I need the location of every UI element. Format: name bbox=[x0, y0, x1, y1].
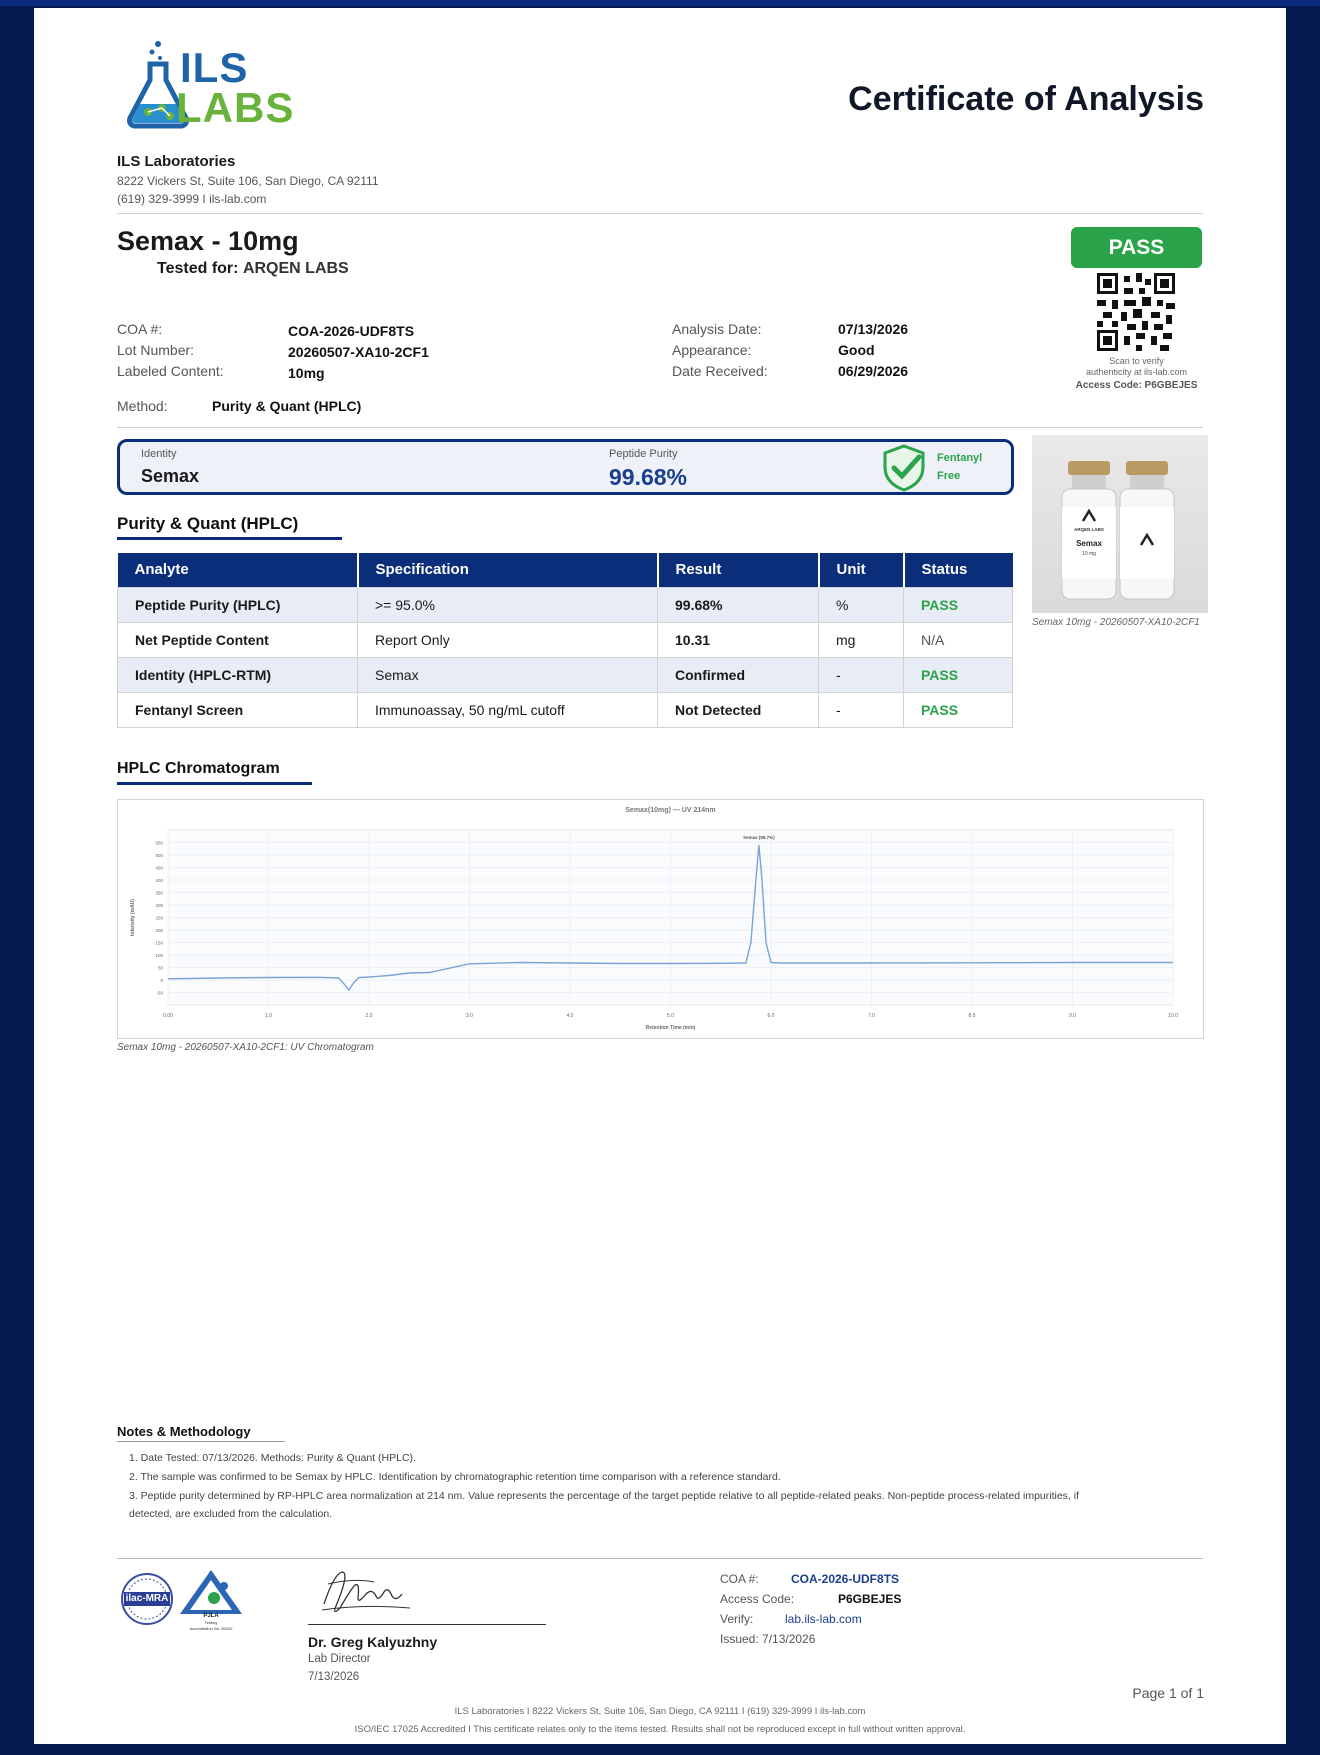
cell-result: 10.31 bbox=[658, 622, 819, 657]
lab-logo bbox=[114, 38, 314, 138]
scan-text-1: Scan to verify bbox=[1109, 356, 1164, 366]
y-tick-label: 400 bbox=[155, 878, 163, 883]
identity-label: Identity bbox=[141, 448, 177, 460]
footer-disclaimer: ISO/IEC 17025 Accredited I This certificate relates only to the items tested. Results shall not be reproduced except in full without written approval. bbox=[354, 1724, 966, 1735]
top-bar bbox=[0, 0, 1320, 6]
labeled-content-label: Labeled Content: bbox=[117, 363, 224, 379]
lot-value: 20260507-XA10-2CF1 bbox=[288, 344, 429, 360]
x-tick-label: 1.0 bbox=[265, 1013, 272, 1019]
y-tick-label: 200 bbox=[155, 928, 163, 933]
pjla-text: PJLA bbox=[203, 1613, 219, 1619]
notes-title: Notes & Methodology bbox=[117, 1424, 251, 1439]
y-axis-label: Intensity (mAU) bbox=[130, 899, 136, 936]
cell-specification: Semax bbox=[358, 657, 658, 692]
x-tick-label: 5.0 bbox=[667, 1013, 674, 1019]
pjla-number: Accreditation No. 99420 bbox=[189, 1626, 233, 1631]
signer-date: 7/13/2026 bbox=[308, 1671, 360, 1683]
cell-analyte: Identity (HPLC-RTM) bbox=[118, 657, 358, 692]
footer-coa-label: COA #: bbox=[720, 1572, 759, 1586]
y-tick-label: 150 bbox=[155, 940, 163, 946]
cell-result: Not Detected bbox=[658, 692, 819, 727]
product-image-caption: Semax 10mg - 20260507-XA10-2CF1 bbox=[1032, 617, 1200, 628]
x-tick-label: 10.0 bbox=[1168, 1013, 1178, 1019]
ilac-text: ilac-MRA bbox=[125, 1593, 169, 1604]
page-number: Page 1 of 1 bbox=[1132, 1685, 1204, 1701]
cell-specification: Report Only bbox=[358, 622, 658, 657]
pjla-logo bbox=[178, 1568, 244, 1632]
date-received-value: 06/29/2026 bbox=[838, 363, 909, 379]
header-unit: Unit bbox=[819, 553, 904, 587]
cell-unit: - bbox=[819, 657, 904, 692]
purity-label: Peptide Purity bbox=[609, 448, 678, 460]
footer-coa-value: COA-2026-UDF8TS bbox=[791, 1572, 900, 1586]
table-header bbox=[118, 553, 1013, 587]
footer-address: ILS Laboratories I 8222 Vickers St, Suite 106, San Diego, CA 92111 I (619) 329-3999 I ils-lab.com bbox=[454, 1706, 866, 1717]
y-tick-label: 350 bbox=[155, 890, 163, 896]
tested-for bbox=[157, 260, 349, 278]
analysis-date-value: 07/13/2026 bbox=[838, 321, 909, 337]
y-tick-label: 250 bbox=[155, 915, 163, 921]
method-label: Method: bbox=[117, 398, 168, 414]
footer-verify-label: Verify: bbox=[720, 1612, 754, 1626]
cell-result: 99.68% bbox=[658, 587, 819, 622]
chromatogram-chart bbox=[117, 799, 1204, 1039]
date-received-label: Date Received: bbox=[672, 363, 768, 379]
product-image bbox=[1032, 435, 1208, 613]
divider bbox=[117, 427, 1203, 428]
divider bbox=[117, 213, 1203, 214]
logo-text-bottom: LABS bbox=[176, 84, 295, 131]
cell-status: PASS bbox=[904, 692, 1013, 727]
pass-badge: PASS bbox=[1071, 227, 1202, 268]
cell-status: N/A bbox=[904, 622, 1013, 657]
coa-label: COA #: bbox=[117, 321, 163, 337]
vial-product: Semax bbox=[1076, 539, 1102, 548]
y-tick-label: 550 bbox=[155, 840, 163, 846]
certificate-page bbox=[34, 8, 1286, 1744]
cell-unit: - bbox=[819, 692, 904, 727]
product-name: Semax - 10mg bbox=[117, 226, 299, 256]
cell-unit: % bbox=[819, 587, 904, 622]
notes-underline bbox=[117, 1441, 285, 1442]
access-code: Access Code: P6GBEJES bbox=[1075, 380, 1198, 391]
x-tick-label: 7.0 bbox=[868, 1013, 875, 1019]
x-tick-label: 4.0 bbox=[566, 1013, 574, 1019]
cell-analyte: Fentanyl Screen bbox=[118, 692, 358, 727]
x-tick-label: 9.0 bbox=[1069, 1013, 1076, 1019]
results-section-title: Purity & Quant (HPLC) bbox=[117, 514, 299, 533]
x-tick-label: 6.0 bbox=[767, 1013, 775, 1019]
purity-value: 99.68% bbox=[609, 464, 688, 490]
header-result: Result bbox=[658, 553, 819, 587]
tested-for-client: ARQEN LABS bbox=[242, 260, 349, 277]
notes-item: detected, are excluded from the calculation. bbox=[129, 1508, 333, 1520]
identity-value: Semax bbox=[141, 466, 200, 486]
cell-unit: mg bbox=[819, 622, 904, 657]
summary-box bbox=[117, 439, 1014, 495]
vial-dose: 10 mg bbox=[1082, 551, 1096, 557]
cell-result: Confirmed bbox=[658, 657, 819, 692]
appearance-value: Good bbox=[838, 342, 875, 358]
shield-check-icon bbox=[881, 443, 927, 493]
table-row bbox=[118, 587, 1013, 622]
x-axis-label: Retention Time (min) bbox=[645, 1025, 696, 1031]
cell-status: PASS bbox=[904, 587, 1013, 622]
vial-brand: ARQEN LABS bbox=[1074, 527, 1104, 532]
y-tick-label: 50 bbox=[157, 965, 163, 971]
y-tick-label: 500 bbox=[155, 853, 163, 858]
ilac-mra-logo bbox=[120, 1572, 174, 1626]
pjla-sub: Testing bbox=[204, 1620, 218, 1625]
y-tick-label: 300 bbox=[155, 903, 163, 908]
lab-contact: (619) 329-3999 I ils-lab.com bbox=[117, 192, 267, 206]
header-status: Status bbox=[904, 553, 1013, 587]
table-row bbox=[118, 657, 1013, 692]
y-tick-label: 100 bbox=[155, 953, 163, 958]
header-analyte: Analyte bbox=[118, 553, 358, 587]
logo-text-top: ILS bbox=[180, 44, 249, 91]
signer-name: Dr. Greg Kalyuzhny bbox=[308, 1634, 438, 1650]
table-row bbox=[118, 692, 1013, 727]
footer-issued: Issued: 7/13/2026 bbox=[720, 1632, 816, 1646]
peak-label: Semax (99.7%) bbox=[743, 835, 775, 840]
cell-specification: Immunoassay, 50 ng/mL cutoff bbox=[358, 692, 658, 727]
document-title: Certificate of Analysis bbox=[848, 80, 1204, 118]
divider bbox=[117, 1558, 1203, 1559]
x-tick-label: 8.0 bbox=[968, 1013, 976, 1019]
section-underline bbox=[117, 782, 312, 785]
coa-value: COA-2026-UDF8TS bbox=[288, 323, 415, 339]
chromatogram-svg bbox=[118, 800, 1203, 1038]
chromatogram-caption: Semax 10mg - 20260507-XA10-2CF1: UV Chromatogram bbox=[117, 1042, 374, 1053]
lab-name: ILS Laboratories bbox=[117, 153, 236, 170]
table-row bbox=[118, 622, 1013, 657]
appearance-label: Appearance: bbox=[672, 342, 752, 358]
labeled-content-value: 10mg bbox=[288, 365, 325, 381]
cell-analyte: Net Peptide Content bbox=[118, 622, 358, 657]
y-tick-label: 450 bbox=[155, 865, 163, 871]
signer-role: Lab Director bbox=[308, 1653, 371, 1665]
vial-right bbox=[1120, 461, 1174, 599]
notes-item: 2. The sample was confirmed to be Semax by HPLC. Identification by chromatographic retention time comparison with a reference standard. bbox=[129, 1471, 781, 1483]
y-tick-label: -50 bbox=[156, 990, 163, 996]
chart-title: Semax(10mg) — UV 214nm bbox=[625, 807, 716, 814]
cell-status: PASS bbox=[904, 657, 1013, 692]
x-tick-label: 0.00 bbox=[163, 1013, 173, 1019]
results-table bbox=[117, 553, 1013, 728]
section-underline bbox=[117, 537, 342, 540]
lot-label: Lot Number: bbox=[117, 342, 195, 358]
scan-text-2: authenticity at ils-lab.com bbox=[1085, 367, 1188, 377]
analysis-date-label: Analysis Date: bbox=[672, 321, 762, 337]
lab-address: 8222 Vickers St, Suite 106, San Diego, CA 92111 bbox=[117, 174, 379, 188]
chromatogram-section-title: HPLC Chromatogram bbox=[117, 760, 280, 777]
qr-code-icon[interactable] bbox=[1097, 273, 1175, 351]
x-tick-label: 3.0 bbox=[466, 1013, 473, 1019]
header-specification: Specification bbox=[358, 553, 658, 587]
fentanyl-free-label-2: Free bbox=[937, 470, 961, 482]
signature-line bbox=[308, 1624, 546, 1625]
y-tick-label: 0 bbox=[160, 978, 163, 983]
x-tick-label: 2.0 bbox=[365, 1013, 373, 1019]
method-value: Purity & Quant (HPLC) bbox=[212, 398, 362, 414]
verify-link[interactable]: lab.ils-lab.com bbox=[785, 1612, 862, 1626]
cell-specification: >= 95.0% bbox=[358, 587, 658, 622]
signature-image bbox=[314, 1564, 454, 1624]
notes-item: 1. Date Tested: 07/13/2026. Methods: Purity & Quant (HPLC). bbox=[129, 1452, 416, 1464]
fentanyl-free-label-1: Fentanyl bbox=[937, 452, 983, 464]
cell-analyte: Peptide Purity (HPLC) bbox=[118, 587, 358, 622]
tested-for-label: Tested for: bbox=[157, 260, 239, 277]
notes-item: 3. Peptide purity determined by RP-HPLC area normalization at 214 nm. Value represents the percentage of the target peptide relative to all peptide-related peaks. Non-peptide process-related impurities, if bbox=[129, 1490, 1079, 1502]
footer-access-label: Access Code: bbox=[720, 1592, 795, 1606]
footer-access-value: P6GBEJES bbox=[838, 1592, 902, 1606]
